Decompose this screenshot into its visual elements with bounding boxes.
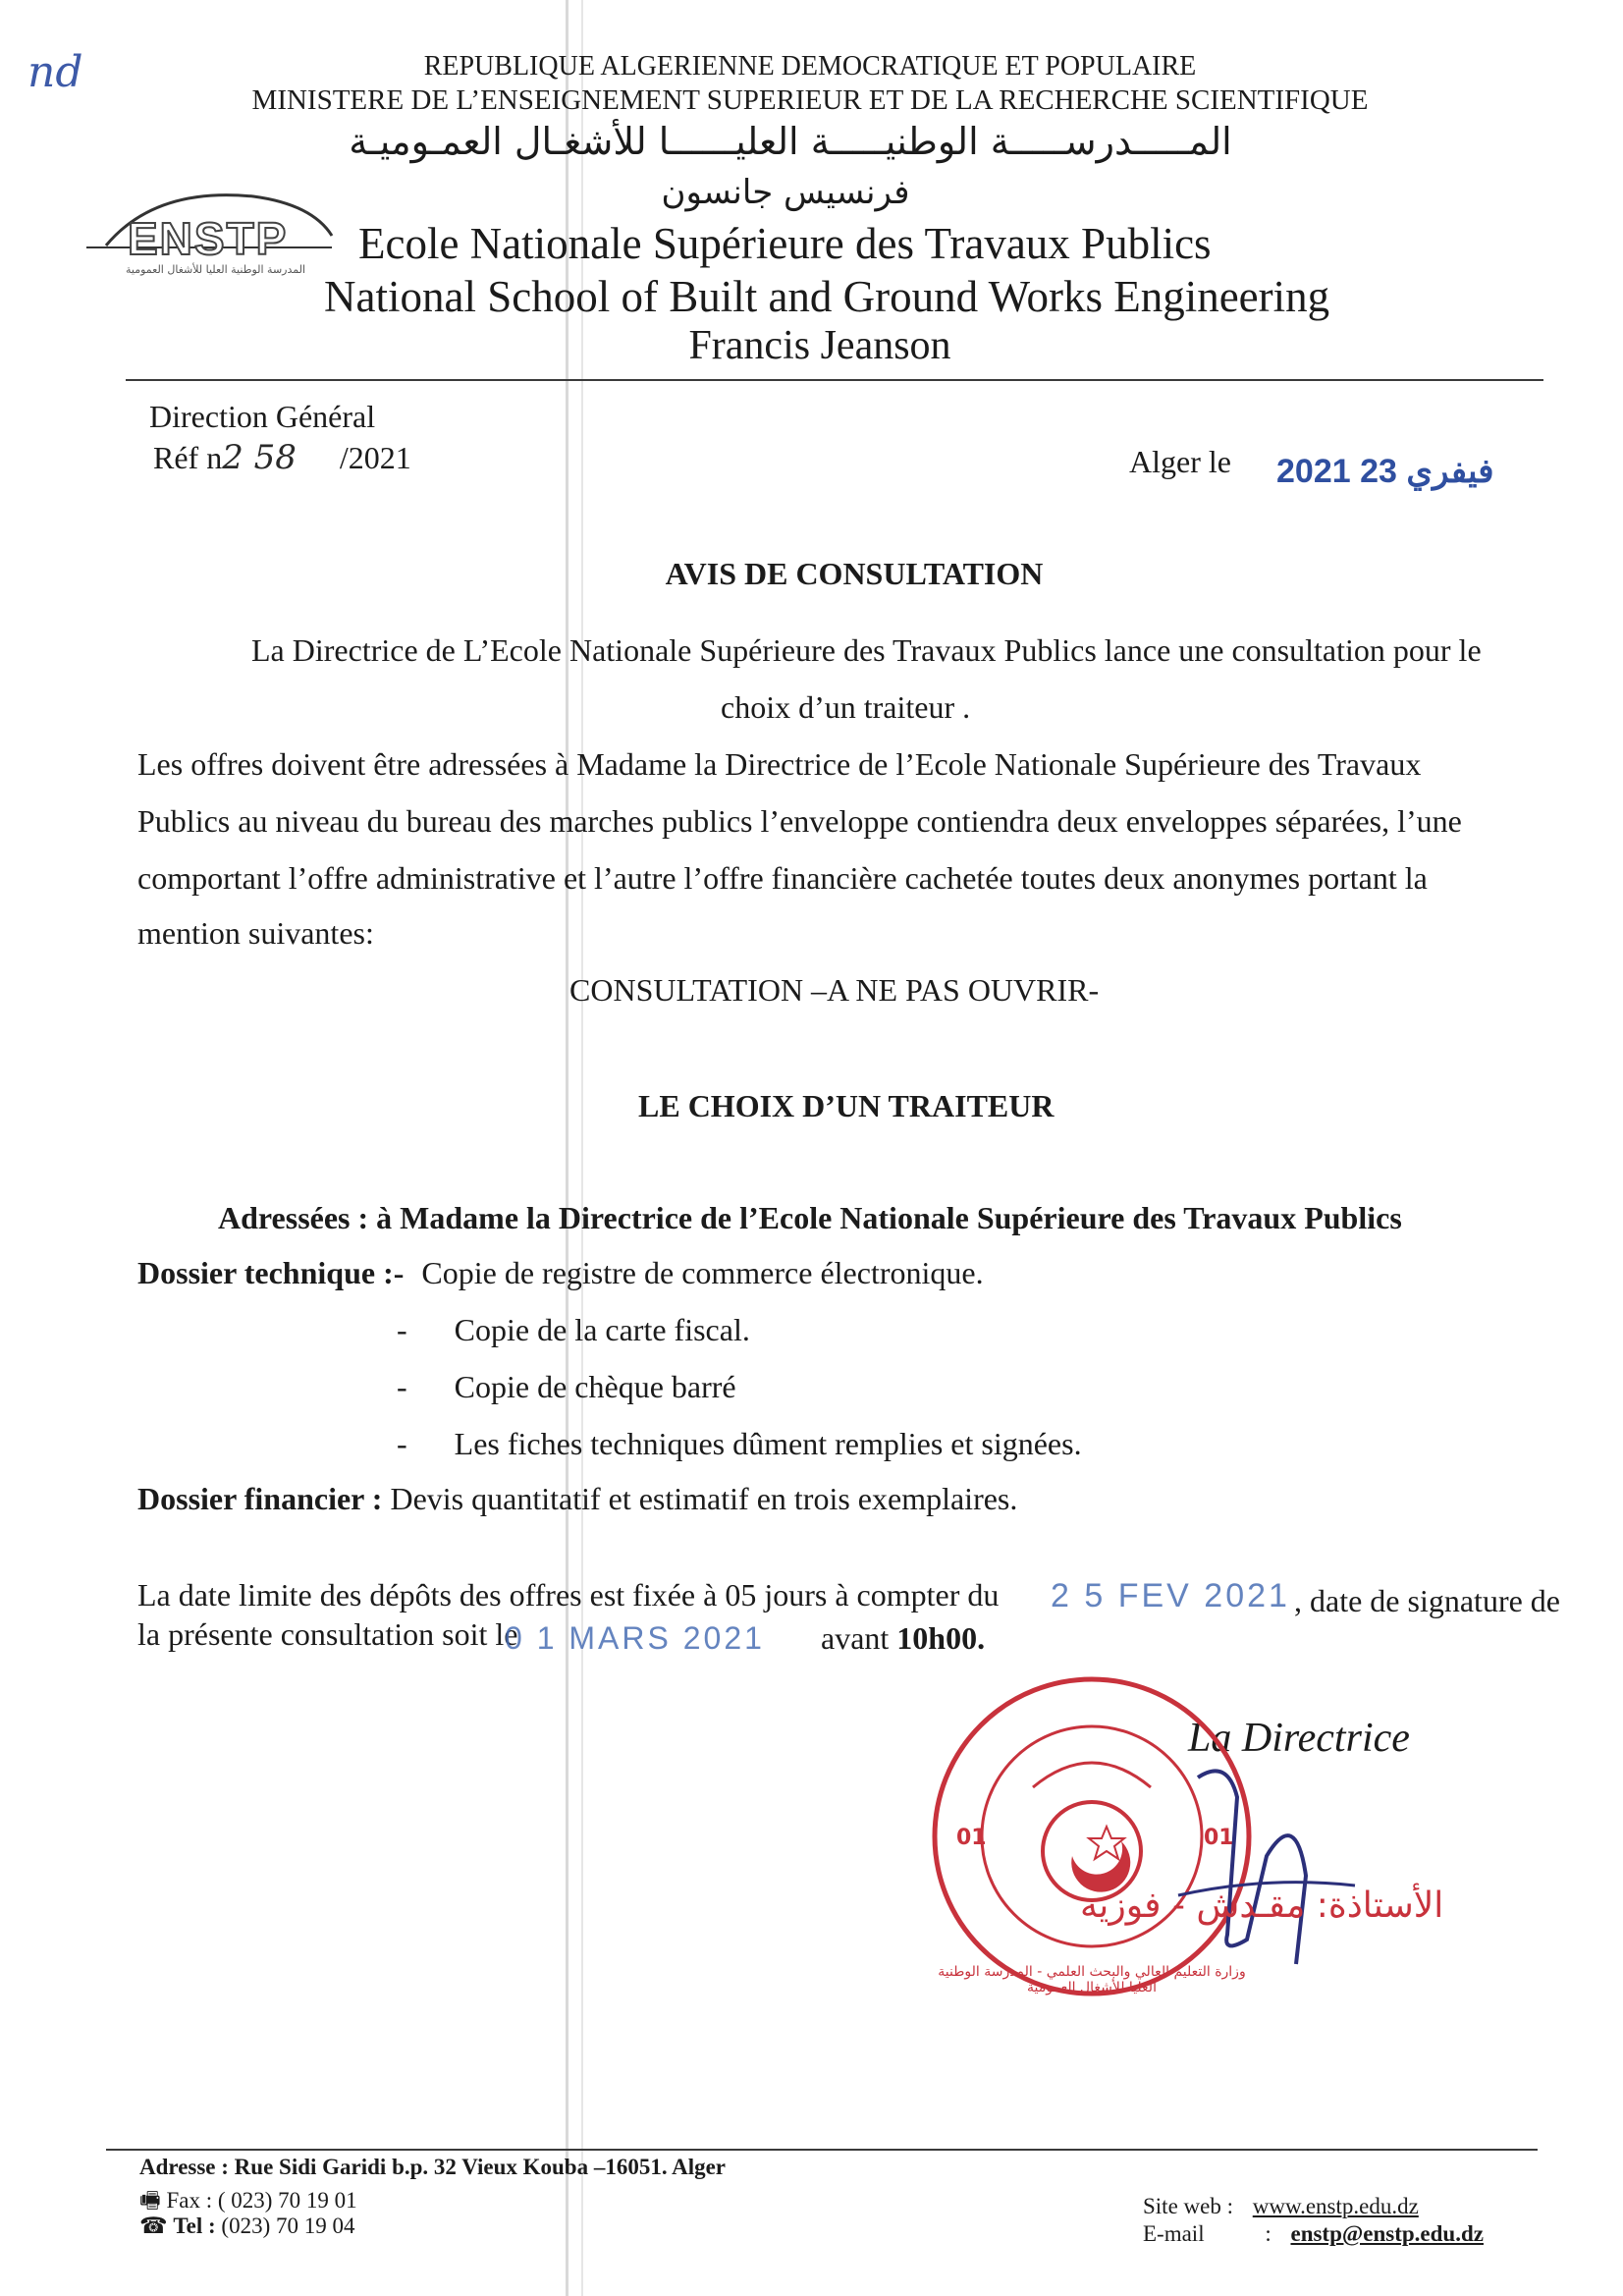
school-name-fr: Ecole Nationale Supérieure des Travaux Publics	[358, 219, 1212, 268]
reference	[153, 438, 411, 477]
logo-arabic-caption: المدرسة الوطنية العليا للأشغال العمومية	[126, 263, 306, 276]
dossier-technique-item-row	[397, 1426, 1082, 1462]
web-label: Site web :	[1143, 2194, 1233, 2218]
stamp-number-right: 01	[1204, 1826, 1234, 1850]
footer-tel	[139, 2214, 354, 2239]
paragraph-1-line-1: La Directrice de L’Ecole Nationale Supérieure des Travaux Publics lance une consultation pour le	[251, 632, 1482, 668]
addressed-to: Adressées : à Madame la Directrice de l’Ecole Nationale Supérieure des Travaux Publics	[218, 1200, 1402, 1235]
reference-number: 2 58	[222, 438, 297, 477]
fax-number: ( 023) 70 19 01	[217, 2188, 357, 2213]
direction-label: Direction Général	[149, 399, 376, 434]
header-divider	[126, 379, 1543, 381]
paragraph-2-line-3: comportant l’offre administrative et l’autre l’offre financière cachetée toutes deux anonymes portant la	[137, 860, 1428, 896]
fax-label: Fax :	[166, 2188, 213, 2213]
paragraph-2-line-1: Les offres doivent être adressées à Madame la Directrice de l’Ecole Nationale Supérieure des Travaux	[137, 746, 1422, 782]
dossier-financier-label: Dossier financier :	[137, 1481, 383, 1516]
date-stamp: 2021 فيفري 23	[1276, 453, 1494, 490]
tel-number: (023) 70 19 04	[221, 2214, 355, 2238]
signature-title: La Directrice	[1188, 1716, 1410, 1761]
bullet-dash: -	[397, 1426, 407, 1461]
dossier-technique-item-row	[397, 1312, 750, 1348]
paragraph-2-line-4: mention suivantes:	[137, 915, 374, 951]
dossier-technique-item: Copie de chèque barré	[454, 1369, 736, 1404]
reference-prefix: Réf n	[153, 440, 223, 475]
ministry-line: MINISTERE DE L’ENSEIGNEMENT SUPERIEUR ET DE LA RECHERCHE SCIENTIFIQUE	[251, 84, 1369, 116]
deadline-line-1-end: , date de signature de	[1294, 1583, 1560, 1618]
dossier-technique	[137, 1255, 984, 1291]
deadline-hour: 10h00.	[896, 1620, 986, 1656]
dossier-financier-text: Devis quantitatif et estimatif en trois exemplaires.	[390, 1481, 1018, 1516]
subject-line: LE CHOIX D’UN TRAITEUR	[638, 1088, 1055, 1123]
deadline-before: avant	[821, 1620, 890, 1656]
dossier-technique-item: Les fiches techniques dûment remplies et signées.	[454, 1426, 1082, 1461]
dossier-technique-item: Copie de registre de commerce électronique.	[421, 1255, 984, 1290]
dossier-financier	[137, 1481, 1017, 1517]
footer-web	[1143, 2194, 1419, 2219]
paragraph-2-line-2: Publics au niveau du bureau des marches publics l’enveloppe contiendra deux enveloppes séparées, l’une	[137, 803, 1462, 839]
dossier-technique-label: Dossier technique :-	[137, 1255, 405, 1290]
website-link[interactable]: www.enstp.edu.dz	[1252, 2194, 1419, 2218]
reference-year: /2021	[339, 440, 411, 475]
email-link[interactable]: enstp@enstp.edu.dz	[1290, 2221, 1484, 2246]
school-name-francis: Francis Jeanson	[688, 323, 951, 368]
deadline-time	[821, 1620, 985, 1657]
school-logo	[86, 187, 352, 304]
stamp-name-label: الأستاذة: مقـدش - فوزية	[1080, 1886, 1444, 1926]
footer-address: Adresse : Rue Sidi Garidi b.p. 32 Vieux Kouba –16051. Alger	[139, 2155, 727, 2179]
fax-icon: 🖷	[139, 2188, 161, 2213]
arabic-school-name: المـــــدرســـــة الوطنيـــــة العليــــــا للأشغـال العمـوميـة	[349, 120, 1232, 163]
dossier-technique-item-row	[397, 1369, 736, 1405]
page-mark: nd	[27, 47, 83, 97]
deadline-date-stamp: 0 1 MARS 2021	[505, 1620, 765, 1656]
email-label: E-mail	[1143, 2221, 1205, 2246]
footer-email	[1143, 2221, 1484, 2247]
bullet-dash: -	[397, 1369, 407, 1404]
mention-line: CONSULTATION –A NE PAS OUVRIR-	[569, 972, 1100, 1008]
logo-text: ENSTP	[128, 213, 289, 264]
dossier-technique-item: Copie de la carte fiscal.	[454, 1312, 750, 1347]
stamp-ring-text: وزارة التعليم العالي والبحث العلمي - المدرسة الوطنية العليا للأشغال العمومية	[938, 1964, 1246, 1995]
paragraph-1-line-2: choix d’un traiteur .	[721, 689, 971, 725]
tel-label: Tel :	[173, 2214, 216, 2238]
bullet-dash: -	[397, 1312, 407, 1347]
place-label: Alger le	[1129, 444, 1231, 479]
email-separator: :	[1265, 2221, 1271, 2246]
school-name-en: National School of Built and Ground Works Engineering	[324, 272, 1330, 321]
document-title: AVIS DE CONSULTATION	[665, 556, 1044, 591]
deadline-line-1: La date limite des dépôts des offres est fixée à 05 jours à compter du	[137, 1577, 1000, 1613]
footer-divider	[106, 2149, 1538, 2151]
phone-icon: ☎	[139, 2214, 168, 2238]
deadline-line-2: la présente consultation soit le	[137, 1616, 518, 1652]
handwritten-signature	[1159, 1738, 1434, 1974]
received-date-stamp: 2 5 FEV 2021	[1051, 1577, 1290, 1614]
republic-line: REPUBLIQUE ALGERIENNE DEMOCRATIQUE ET POPULAIRE	[423, 51, 1197, 82]
arabic-francis-jeanson: فرنسيس جانسون	[661, 173, 910, 212]
stamp-number-left: 01	[956, 1826, 987, 1850]
